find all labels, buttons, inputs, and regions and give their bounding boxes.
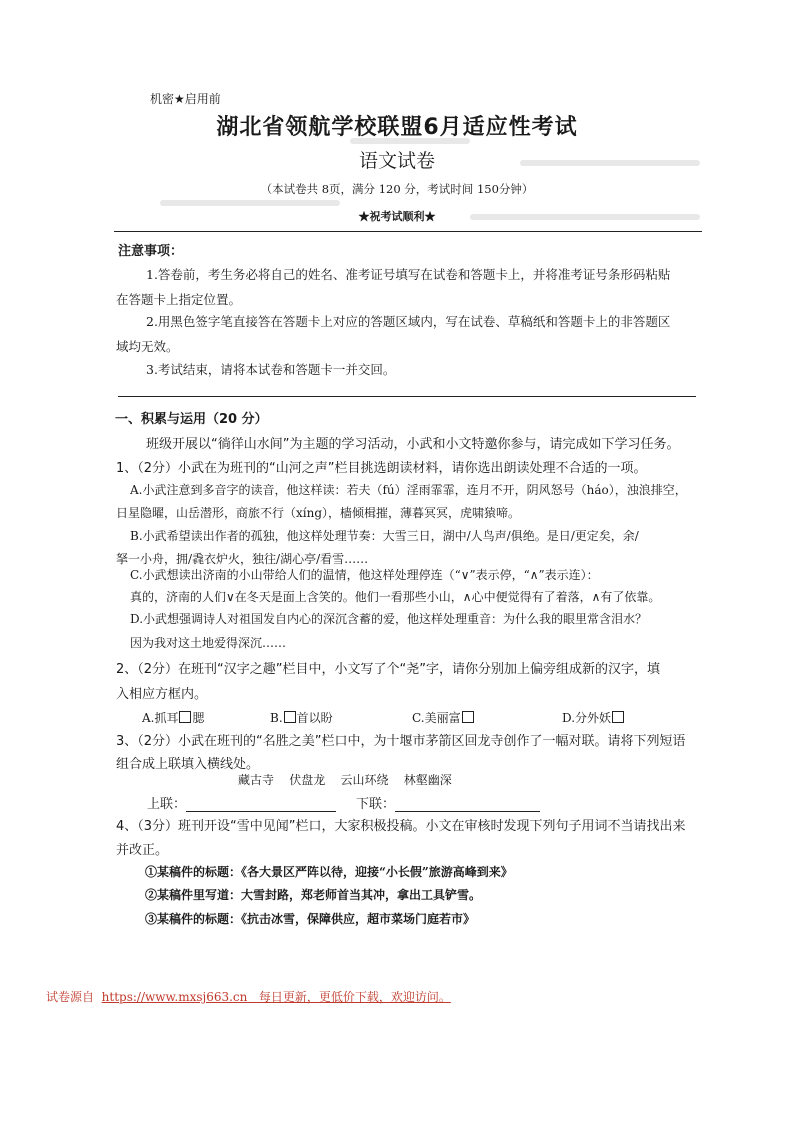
notice-item: 在答题卡上指定位置。 (116, 292, 242, 307)
footer-link[interactable]: https://www.mxsj663.cn (101, 990, 248, 1004)
notice-item: 1.答卷前，考生务必将自己的姓名、准考证号填写在试卷和答题卡上，并将准考证号条形码粘贴 (146, 267, 671, 282)
upper-couplet-row (147, 793, 336, 812)
question-2-option-b (270, 709, 333, 726)
upper-couplet-label: 上联： (147, 797, 187, 812)
exam-info: （本试卷共 8页，满分 120 分，考试时间 150分钟） (260, 182, 534, 196)
exam-subtitle: 语文试卷 (358, 150, 435, 172)
confidential-label: 机密★启用前 (150, 92, 221, 106)
question-4-item-2: ②某稿件里写道：大雪封路，郑老师首当其冲，拿出工具铲雪。 (145, 888, 482, 902)
footer-suffix: 每日更新，更低价下载，欢迎访问。 (247, 990, 451, 1004)
source-footer (46, 988, 451, 1005)
answer-box[interactable] (284, 711, 296, 723)
option-b-suffix: 首以盼 (296, 711, 333, 725)
question-4-stem: 4、（3分）班刊开设“雪中见闻”栏口，大家积极投稿。小文在审核时发现下列句子用词不当请找出来 (116, 819, 686, 834)
question-2-option-c (412, 709, 475, 726)
question-2-stem-cont: 入相应方框内。 (116, 687, 208, 702)
notice-item: 3.考试结束，请将本试卷和答题卡一并交回。 (146, 362, 396, 377)
question-1-option-a-cont: 日星隐曜，山岳潜形，商旅不行（xíng），樯倾楫摧，薄暮冥冥，虎啸猿啼。 (116, 506, 521, 520)
answer-box[interactable] (462, 711, 474, 723)
upper-couplet-blank[interactable] (186, 797, 336, 812)
notice-item: 2.用黑色签字笔直接答在答题卡上对应的答题区域内，写在试卷、草稿纸和答题卡上的非答题区 (146, 314, 671, 329)
lower-couplet-label: 下联： (356, 797, 396, 812)
lower-couplet-row (356, 793, 540, 812)
option-d-prefix: D.分外妖 (562, 711, 612, 725)
question-3-stem: 3、（2分）小武在班刊的“名胜之美”栏口中，为十堰市茅箭区回龙寺创作了一幅对联。请将下列短语 (116, 734, 686, 749)
answer-box[interactable] (612, 711, 624, 723)
question-4-item-1: ①某稿件的标题：《各大景区严阵以待，迎接“小长假”旅游高峰到来》 (145, 865, 513, 879)
question-1-option-b-cont: 拏一小舟，拥/毳衣炉火，独往/湖心亭/看雪…… (116, 552, 369, 566)
question-1-option-d-cont: 因为我对这土地爱得深沉…… (130, 636, 287, 650)
show-through-mark (160, 200, 340, 206)
option-a-prefix: A.抓耳 (142, 711, 179, 725)
question-1-option-b: B.小武希望读出作者的孤独，他这样处理节奏：大雪三日，湖中/人鸟声/俱绝。是日/更定矣，余/ (130, 529, 639, 543)
notice-item: 域均无效。 (116, 339, 179, 354)
question-1-stem: 1、（2分）小武在为班刊的“山河之声”栏目挑选朗读材料，请你选出朗读处理不合适的一项。 (116, 461, 647, 476)
notice-heading: 注意事项： (118, 244, 184, 259)
question-2-stem: 2、（2分）在班刊“汉字之趣”栏目中，小文写了个“尧”字，请你分别加上偏旁组成新的汉字，填 (116, 662, 660, 677)
section-intro: 班级开展以“徜徉山水间”为主题的学习活动，小武和小文特邀你参与，请完成如下学习任务。 (146, 437, 680, 452)
question-1-option-a: A.小武注意到多音字的读音，他这样读：若夫（fú）淫雨霏霏，连月不开，阴风怒号（háo），浊浪排空， (130, 483, 687, 497)
divider-notice (118, 396, 696, 397)
question-2-option-a (142, 709, 205, 726)
question-1-option-d: D.小武想强调诗人对祖国发自内心的深沉含蓄的爱，他这样处理重音：为什么我的眼里常含泪水？ (130, 612, 648, 626)
section-heading: 一、积累与运用（20 分） (115, 412, 268, 427)
option-b-prefix: B. (270, 711, 283, 725)
lower-couplet-blank[interactable] (395, 797, 540, 812)
exam-title: 湖北省领航学校联盟6月适应性考试 (216, 115, 578, 140)
question-1-option-c-cont: 真的，济南的人们∨在冬天是面上含笑的。他们一看那些小山，∧心中便觉得有了着落，∧有了依靠。 (130, 590, 661, 604)
question-1-option-c: C.小武想读出济南的小山带给人们的温情，他这样处理停连（“∨”表示停，“∧”表示连）： (130, 568, 599, 582)
divider-top (114, 231, 702, 232)
question-2-option-d (562, 709, 625, 726)
question-3-phrases: 藏古寺 伏盘龙 云山环绕 林壑幽深 (238, 773, 452, 787)
answer-box[interactable] (179, 711, 191, 723)
option-a-suffix: 腮 (192, 711, 205, 725)
footer-prefix: 试卷源自 (46, 990, 102, 1004)
option-c-prefix: C.美丽富 (412, 711, 461, 725)
question-4-stem-cont: 并改正。 (116, 843, 169, 858)
question-4-item-3: ③某稿件的标题：《抗击冰雪，保障供应，超市菜场门庭若市》 (145, 912, 476, 926)
question-3-stem-cont: 组合成上联填入横线处。 (116, 757, 260, 772)
good-luck-text: ★祝考试顺利★ (358, 210, 436, 223)
